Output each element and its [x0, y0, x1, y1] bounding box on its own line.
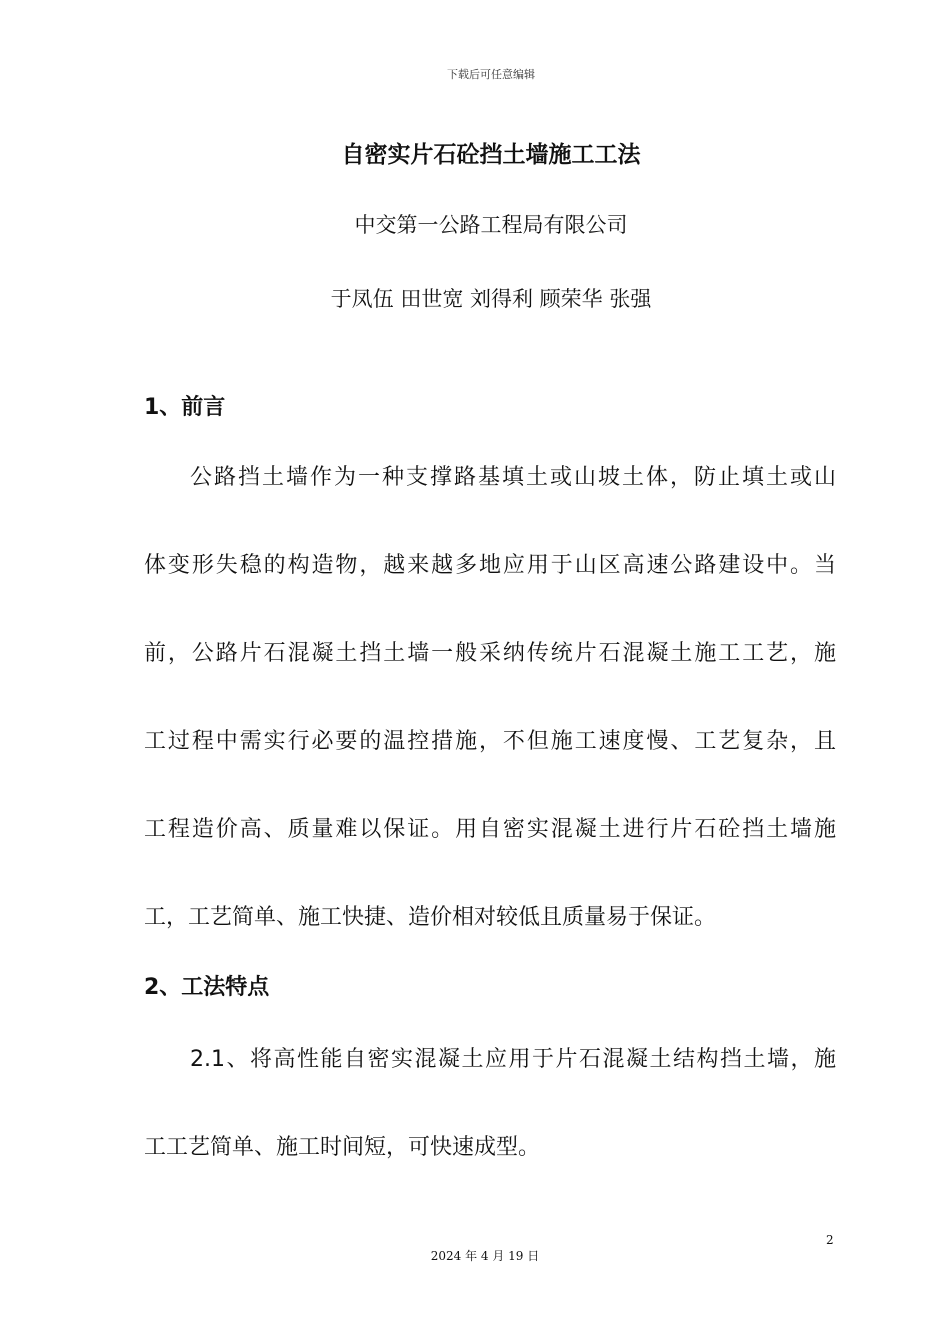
header-note: 下载后可任意编辑: [447, 68, 535, 81]
page-number: 2: [826, 1233, 834, 1247]
author-list: 于凤伍 田世宽 刘得利 顾荣华 张强: [330, 287, 652, 311]
paragraph-line: 工，工艺简单、施工快捷、造价相对较低且质量易于保证。: [144, 905, 717, 930]
paragraph-line: 2.1、将高性能自密实混凝土应用于片石混凝土结构挡土墙，施: [190, 1047, 836, 1072]
section-2-heading: 2、工法特点: [144, 975, 270, 1000]
section-1-heading: 1、前言: [144, 395, 226, 420]
paragraph-line: 工程造价高、质量难以保证。用自密实混凝土进行片石砼挡土墙施: [144, 817, 836, 842]
document-title: 自密实片石砼挡土墙施工工法: [341, 142, 641, 168]
paragraph-line: 工工艺简单、施工时间短，可快速成型。: [144, 1135, 541, 1160]
footer-date: 2024 年 4 月 19 日: [430, 1249, 540, 1263]
paragraph-line: 工过程中需实行必要的温控措施，不但施工速度慢、工艺复杂，且: [144, 729, 836, 754]
paragraph-line: 体变形失稳的构造物，越来越多地应用于山区高速公路建设中。当: [144, 553, 836, 578]
paragraph-line: 前，公路片石混凝土挡土墙一般采纳传统片石混凝土施工工艺，施: [144, 641, 836, 666]
paragraph-line: 公路挡土墙作为一种支撑路基填土或山坡土体，防止填土或山: [190, 465, 836, 490]
organization-name: 中交第一公路工程局有限公司: [354, 213, 628, 237]
